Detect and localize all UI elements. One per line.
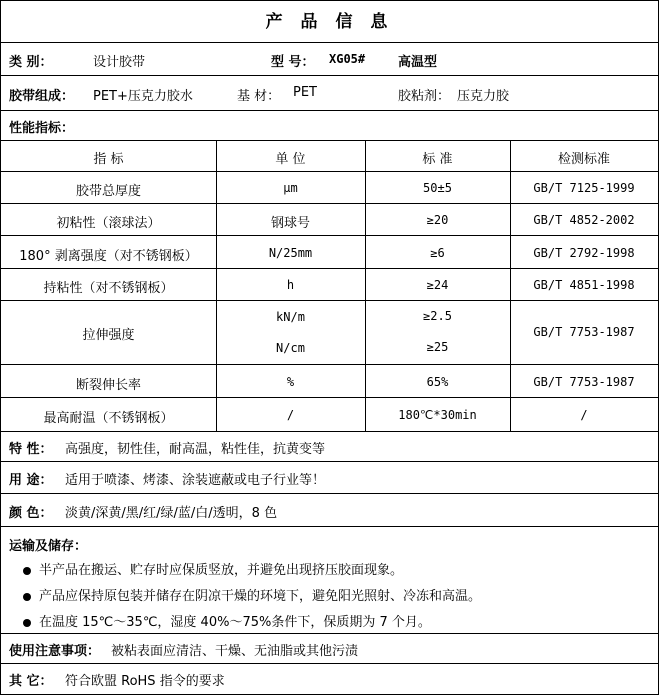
model-type: 高温型 (398, 55, 438, 70)
substrate-label: 基 材： (237, 89, 281, 104)
row-name: 断裂伸长率 (75, 378, 141, 393)
row-test: GB/T 7753-1987 (533, 325, 635, 339)
row-test: GB/T 7125-1999 (533, 181, 635, 195)
colors-row (1, 494, 658, 527)
composition-value: PET+压克力胶水 (93, 89, 193, 104)
bullet-icon (23, 593, 31, 601)
list-item (23, 585, 481, 604)
table-row (1, 398, 658, 432)
adhesive-value: 压克力胶 (457, 89, 510, 104)
substrate-value: PET (293, 85, 317, 100)
row-standard: 50±5 (423, 181, 452, 195)
row-unit-secondary: N/cm (276, 341, 305, 355)
storage-section (1, 527, 658, 634)
model-value: XG05# (329, 52, 366, 66)
usage-label: 用 途： (9, 473, 53, 488)
features-row (1, 432, 658, 462)
row-unit: 钢球号 (270, 216, 310, 231)
table-row (1, 204, 658, 236)
other-row (1, 664, 658, 694)
row-test: GB/T 4852-2002 (533, 213, 635, 227)
row-name: 持粘性（对不锈钢板） (43, 281, 174, 296)
row-standard: ≥20 (426, 213, 449, 227)
model-label: 型 号： (271, 55, 315, 70)
bullet-icon (23, 567, 31, 575)
category-row (1, 43, 658, 76)
header-standard: 标 准 (422, 152, 453, 167)
notes-row (1, 634, 658, 664)
row-unit: μm (283, 181, 298, 195)
row-name: 最高耐温（不锈钢板） (43, 411, 174, 426)
row-test: GB/T 2792-1998 (533, 246, 635, 260)
row-standard: ≥2.5 (423, 309, 452, 323)
row-standard-secondary: ≥25 (426, 340, 449, 354)
composition-row (1, 76, 658, 111)
row-test: GB/T 7753-1987 (533, 375, 635, 389)
category-label: 类 别： (9, 55, 53, 70)
table-row (1, 269, 658, 301)
colors-value: 淡黄/深黄/黑/红/绿/蓝/白/透明，8 色 (65, 506, 278, 521)
bullet-icon (23, 619, 31, 627)
table-row (1, 236, 658, 269)
table-row (1, 365, 658, 398)
other-value: 符合欧盟 RoHS 指令的要求 (65, 674, 225, 689)
row-name: 胶带总厚度 (75, 184, 141, 199)
row-name: 180° 剥离强度（对不锈钢板） (19, 249, 198, 264)
usage-value: 适用于喷漆、烤漆、涂装遮蔽或电子行业等！ (65, 473, 326, 488)
adhesive-label: 胶粘剂： (398, 89, 451, 104)
performance-row (1, 111, 658, 141)
table-row (1, 172, 658, 204)
row-unit: kN/m (276, 310, 305, 324)
table-row (1, 301, 658, 365)
storage-item: 产品应保持原包装并储存在阴凉干燥的环境下，避免阳光照射、冷冻和高温。 (39, 589, 482, 604)
performance-label: 性能指标： (9, 121, 75, 136)
header-test-standard: 检测标准 (557, 152, 610, 167)
features-label: 特 性： (9, 442, 53, 457)
storage-item: 在温度 15℃～35℃，湿度 40%～75%条件下，保质期为 7 个月。 (39, 615, 431, 630)
features-value: 高强度，韧性佳，耐高温，粘性佳，抗黄变等 (65, 442, 326, 457)
table-header-row (1, 141, 658, 172)
row-standard: ≥24 (426, 278, 449, 292)
notes-label: 使用注意事项： (9, 644, 101, 659)
other-label: 其 它： (9, 674, 53, 689)
category-value: 设计胶带 (93, 55, 146, 70)
page-title: 产 品 信 息 (1, 1, 658, 43)
row-name: 拉伸强度 (82, 328, 135, 343)
row-unit: % (286, 375, 295, 389)
composition-label: 胶带组成： (9, 89, 75, 104)
storage-item: 半产品在搬运、贮存时应保质竖放，并避免出现挤压胶面现象。 (39, 563, 404, 578)
storage-label: 运输及储存： (9, 539, 88, 554)
row-test: / (580, 408, 588, 422)
colors-label: 颜 色： (9, 506, 53, 521)
usage-row (1, 462, 658, 494)
header-indicator: 指 标 (93, 152, 124, 167)
row-unit: / (286, 408, 295, 422)
list-item (23, 611, 431, 630)
row-standard: 180℃*30min (398, 408, 477, 422)
row-test: GB/T 4851-1998 (533, 278, 635, 292)
row-standard: ≥6 (430, 246, 445, 260)
notes-value: 被粘表面应清洁、干燥、无油脂或其他污渍 (111, 644, 359, 659)
header-unit: 单 位 (275, 152, 306, 167)
row-unit: N/25mm (268, 246, 313, 260)
row-unit: h (286, 278, 295, 292)
row-name: 初粘性（滚球法） (56, 216, 161, 231)
spec-table (1, 141, 658, 432)
list-item (23, 559, 403, 578)
row-standard: 65% (426, 375, 449, 389)
